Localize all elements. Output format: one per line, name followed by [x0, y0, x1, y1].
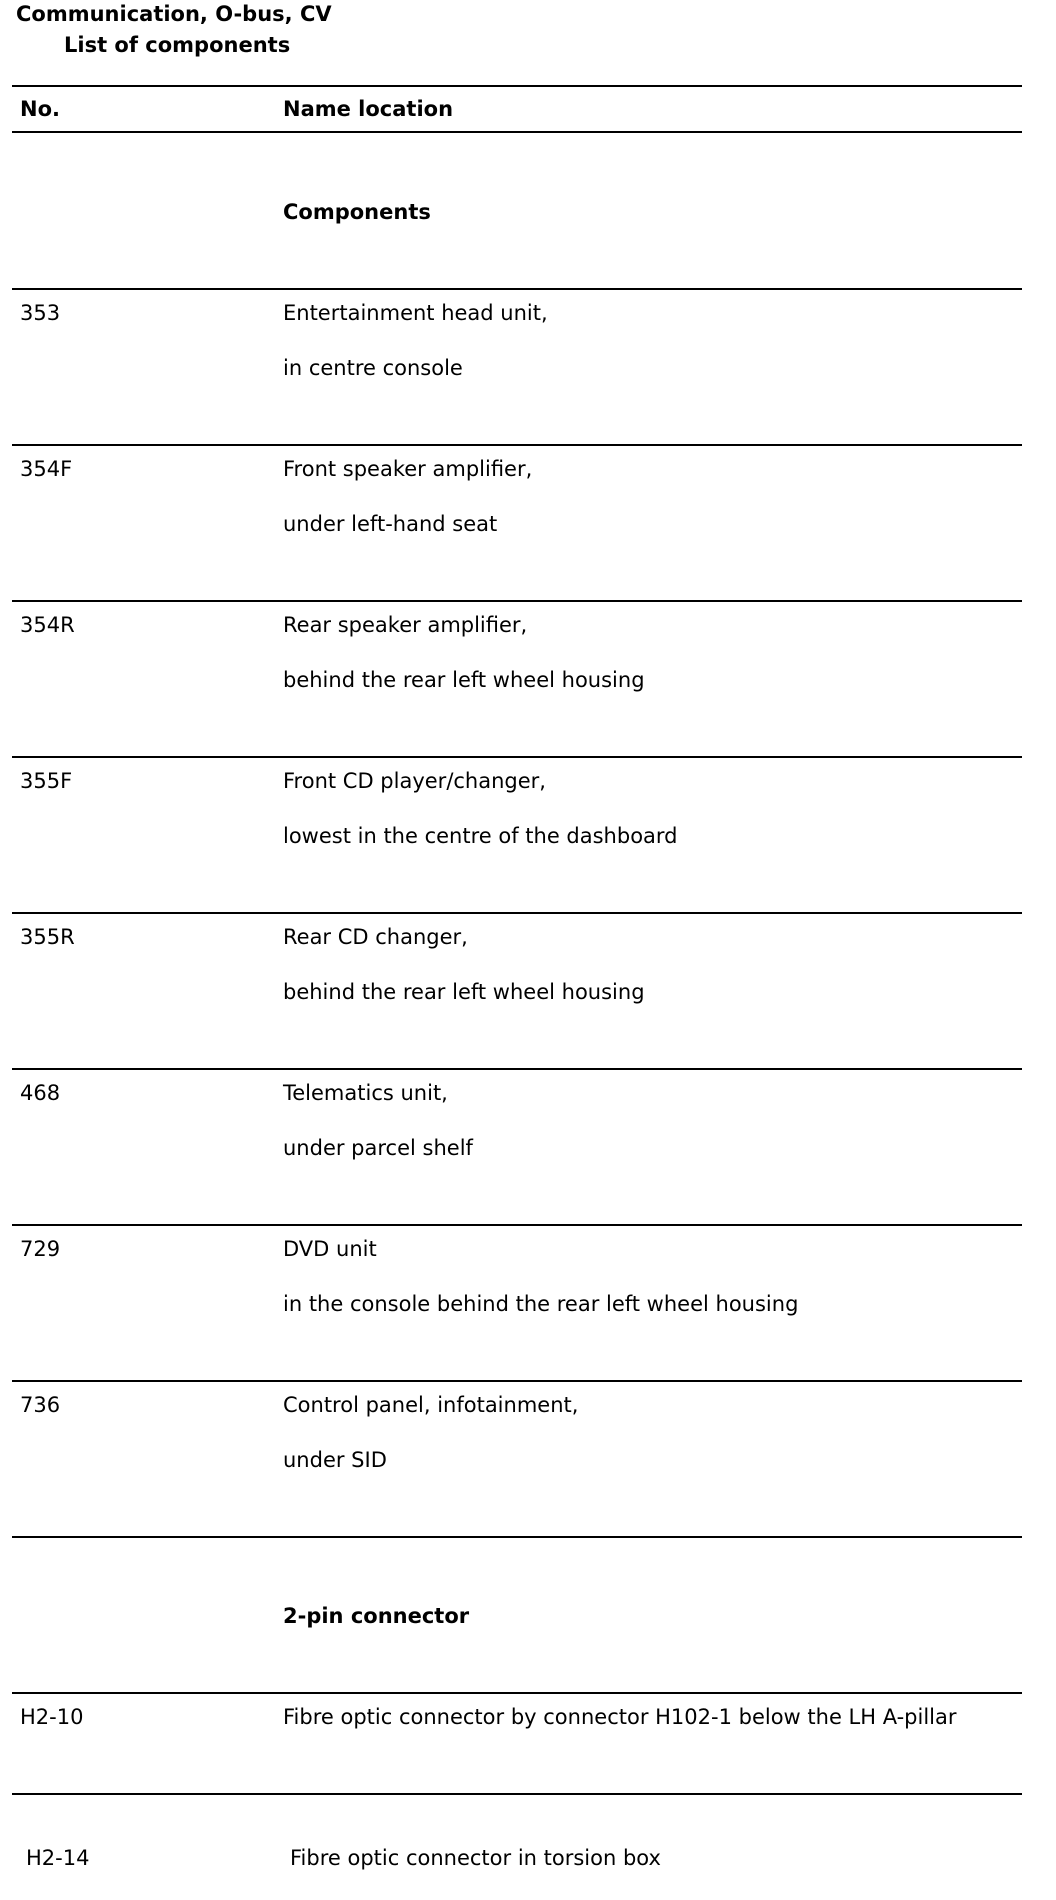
connector-number: H2-10 [20, 1705, 84, 1729]
header-no: No. [20, 97, 60, 121]
section-components-heading: Components [283, 200, 431, 224]
component-name: Rear CD changer, [283, 925, 468, 949]
document-title: Communication, O-bus, CV [16, 2, 332, 26]
row-rule [12, 756, 1022, 758]
row-rule [12, 288, 1022, 290]
component-location: lowest in the centre of the dashboard [283, 824, 678, 848]
document-subtitle: List of components [64, 33, 291, 57]
component-name: Control panel, infotainment, [283, 1393, 579, 1417]
component-number: 354F [20, 457, 73, 481]
table-top-rule [12, 85, 1022, 87]
header-bottom-rule [12, 131, 1022, 133]
component-name: Rear speaker amplifier, [283, 613, 528, 637]
component-number: 468 [20, 1081, 61, 1105]
component-number: 355R [20, 925, 75, 949]
row-rule [12, 912, 1022, 914]
connector-description: Fibre optic connector in torsion box [290, 1846, 661, 1870]
connector-number: H2-14 [26, 1846, 90, 1870]
connector-description: Fibre optic connector by connector H102-1 below the LH A-pillar [283, 1705, 957, 1729]
component-location: under parcel shelf [283, 1136, 473, 1160]
row-rule [12, 1692, 1022, 1694]
row-rule [12, 600, 1022, 602]
component-name: DVD unit [283, 1237, 377, 1261]
row-rule [12, 1068, 1022, 1070]
component-name: Front CD player/changer, [283, 769, 546, 793]
component-name: Front speaker amplifier, [283, 457, 533, 481]
row-rule [12, 444, 1022, 446]
row-rule [12, 1793, 1022, 1795]
component-name: Telematics unit, [283, 1081, 448, 1105]
component-location: behind the rear left wheel housing [283, 668, 645, 692]
component-name: Entertainment head unit, [283, 301, 548, 325]
header-name-location: Name location [283, 97, 454, 121]
component-location: in centre console [283, 356, 463, 380]
component-number: 355F [20, 769, 73, 793]
component-location: in the console behind the rear left wheel housing [283, 1292, 799, 1316]
row-rule [12, 1380, 1022, 1382]
row-rule [12, 1536, 1022, 1538]
component-number: 353 [20, 301, 61, 325]
component-number: 729 [20, 1237, 61, 1261]
row-rule [12, 1224, 1022, 1226]
component-location: under SID [283, 1448, 387, 1472]
component-number: 736 [20, 1393, 61, 1417]
component-location: behind the rear left wheel housing [283, 980, 645, 1004]
section-connectors-heading: 2-pin connector [283, 1604, 470, 1628]
component-location: under left-hand seat [283, 512, 498, 536]
component-number: 354R [20, 613, 75, 637]
